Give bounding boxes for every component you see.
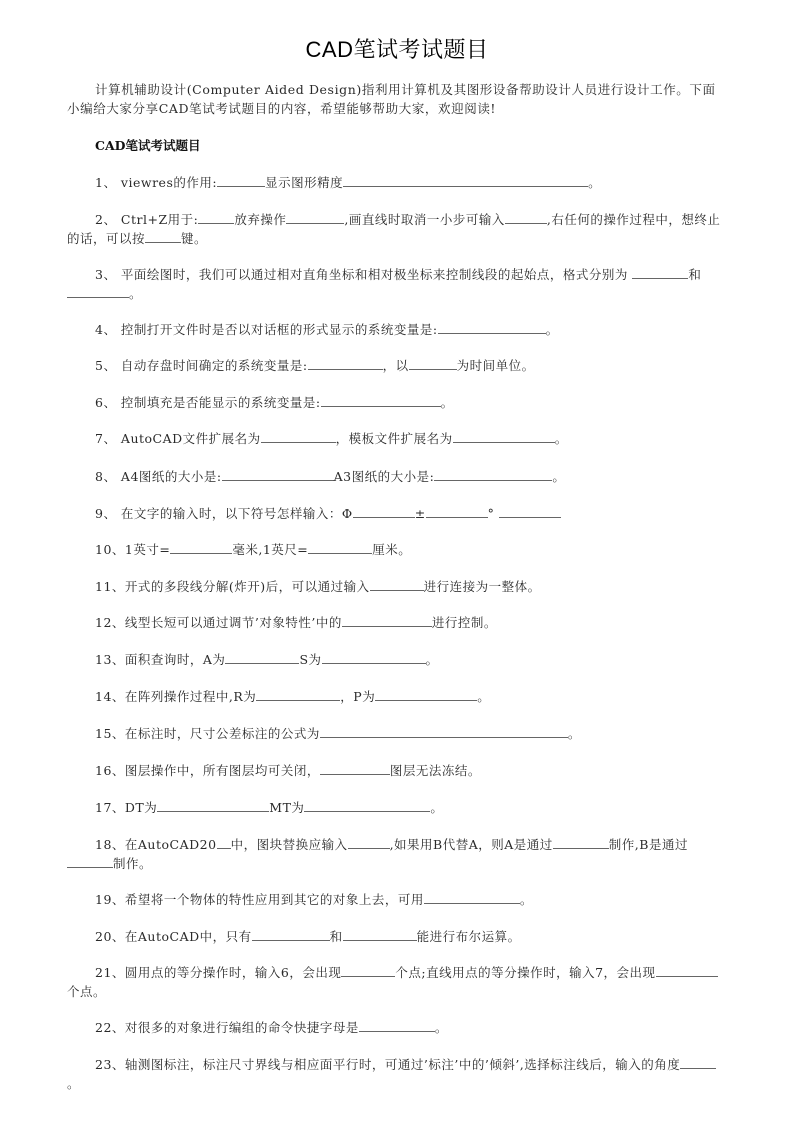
answer-blank — [256, 688, 340, 701]
question-number: 21、 — [95, 965, 125, 980]
answer-blank — [342, 614, 432, 627]
question-text: 。 — [552, 469, 566, 484]
question-number: 18、 — [95, 837, 125, 852]
question-text: ± — [414, 506, 426, 521]
question-text: 在标注时，尺寸公差标注的公式为 — [124, 726, 320, 741]
question-text: 控制打开文件时是否以对话框的形式显示的系统变量是: — [116, 322, 438, 337]
question-number: 20、 — [95, 929, 125, 944]
question-text: 。 — [129, 286, 143, 301]
question-item — [67, 798, 727, 817]
answer-blank — [359, 1019, 435, 1032]
question-text: 进行连接为一整体。 — [423, 579, 541, 594]
question-item — [67, 687, 727, 706]
question-number: 16、 — [95, 763, 125, 778]
question-item — [67, 540, 727, 559]
question-text: AutoCAD文件扩展名为 — [116, 431, 261, 446]
question-number: 12、 — [95, 615, 125, 630]
question-text: A4图纸的大小是: — [116, 469, 222, 484]
answer-blank — [632, 266, 688, 279]
question-text: 能进行布尔运算。 — [416, 929, 521, 944]
question-item — [67, 173, 727, 192]
answer-blank — [656, 964, 718, 977]
answer-blank — [505, 211, 547, 224]
question-text: 面积查询时，A为 — [124, 652, 226, 667]
question-text: 对很多的对象进行编组的命令快捷字母是 — [124, 1020, 359, 1035]
answer-blank — [286, 211, 344, 224]
question-text: 在阵列操作过程中,R为 — [124, 689, 257, 704]
question-text: 自动存盘时间确定的系统变量是: — [116, 358, 308, 373]
question-text: 。 — [425, 652, 439, 667]
question-text: 希望将一个物体的特性应用到其它的对象上去，可用 — [124, 892, 424, 907]
answer-blank — [198, 211, 234, 224]
question-number: 2、 — [95, 212, 117, 227]
answer-blank — [304, 799, 430, 812]
question-number: 17、 — [95, 800, 125, 815]
question-text: 。 — [567, 726, 581, 741]
answer-blank — [67, 855, 113, 868]
question-text: viewres的作用: — [116, 175, 218, 190]
question-text: 键。 — [181, 231, 208, 246]
question-item — [67, 1055, 727, 1093]
answer-blank — [261, 430, 336, 443]
question-number: 4、 — [95, 322, 117, 337]
question-number: 1、 — [95, 175, 117, 190]
answer-blank — [322, 651, 426, 664]
question-text: 制作。 — [113, 856, 153, 871]
answer-blank — [157, 799, 269, 812]
question-text: 。 — [554, 431, 568, 446]
answer-blank — [426, 505, 488, 518]
question-text: 个点;直线用点的等分操作时，输入7，会出现 — [395, 965, 656, 980]
question-text: 1英寸= — [124, 542, 171, 557]
question-text: 。 — [440, 395, 454, 410]
question-text: 中，图块替换应输入 — [230, 837, 348, 852]
answer-blank — [370, 578, 424, 591]
answer-blank — [170, 541, 232, 554]
question-item — [67, 613, 727, 632]
question-text: ,画直线时取消一小步可输入 — [344, 212, 505, 227]
question-item — [67, 761, 727, 780]
question-text: 圆用点的等分操作时，输入6，会出现 — [124, 965, 342, 980]
question-number: 7、 — [95, 431, 117, 446]
intro-paragraph: 计算机辅助设计(Computer Aided Design)指利用计算机及其图形设备帮助设计人员进行设计工作。下面小编给大家分享CAD笔试考试题目的内容，希望能够帮助大家，欢迎阅读! — [67, 82, 716, 116]
question-item — [67, 429, 727, 448]
question-text: ，P为 — [340, 689, 376, 704]
question-text: 。 — [588, 175, 602, 190]
question-number: 13、 — [95, 652, 125, 667]
answer-blank — [252, 928, 330, 941]
question-text: S为 — [299, 652, 322, 667]
answer-blank — [217, 174, 265, 187]
answer-blank — [424, 891, 520, 904]
question-text: 。 — [477, 689, 491, 704]
question-item — [67, 1018, 727, 1037]
question-text: 图层无法冻结。 — [389, 763, 481, 778]
question-item — [67, 265, 727, 303]
question-item — [67, 210, 727, 248]
question-text: 和 — [329, 929, 343, 944]
answer-blank — [341, 964, 395, 977]
answer-blank — [453, 430, 555, 443]
question-text: 进行控制。 — [431, 615, 497, 630]
answer-blank — [343, 174, 588, 187]
question-text: ° — [487, 506, 499, 521]
question-text: 厘米。 — [372, 542, 412, 557]
question-text: ，以 — [382, 358, 409, 373]
question-text: 平面绘图时，我们可以通过相对直角坐标和相对极坐标来控制线段的起始点，格式分别为 — [116, 267, 633, 282]
question-number: 10、 — [95, 542, 125, 557]
answer-blank — [225, 651, 299, 664]
question-text: 。 — [434, 1020, 448, 1035]
question-text: ，模板文件扩展名为 — [335, 431, 453, 446]
answer-blank — [67, 285, 129, 298]
answer-blank — [499, 505, 561, 518]
answer-blank — [438, 321, 546, 334]
question-text: 轴测图标注，标注尺寸界线与相应面平行时，可通过’标注’中的’倾斜’,选择标注线后，输入的角度 — [124, 1057, 681, 1072]
answer-blank — [553, 836, 609, 849]
question-text: MT为 — [269, 800, 305, 815]
question-text: ,右任何的操作过程中，想终止的话，可以按 — [67, 212, 721, 246]
question-text: 为时间单位。 — [456, 358, 535, 373]
question-text: 图层操作中，所有图层均可关闭， — [124, 763, 320, 778]
question-text: Ctrl+Z用于: — [116, 212, 199, 227]
question-text: ,如果用B代替A，则A是通过 — [389, 837, 553, 852]
question-text: A3图纸的大小是: — [333, 469, 435, 484]
question-text: 在AutoCAD20 — [124, 837, 217, 852]
question-item — [67, 724, 727, 743]
question-text: 显示图形精度 — [265, 175, 344, 190]
question-number: 9、 — [95, 506, 117, 521]
answer-blank — [320, 762, 390, 775]
question-text: 开式的多段线分解(炸开)后，可以通过输入 — [124, 579, 370, 594]
question-item — [67, 356, 727, 375]
question-number: 3、 — [95, 267, 117, 282]
question-text: 制作,B是通过 — [608, 837, 688, 852]
answer-blank — [409, 357, 457, 370]
answer-blank — [222, 468, 334, 481]
question-item — [67, 577, 727, 596]
answer-blank — [353, 505, 415, 518]
question-text: DT为 — [124, 800, 158, 815]
section-heading: CAD笔试考试题目 — [95, 138, 201, 153]
question-text: 。 — [430, 800, 444, 815]
page-title: CAD笔试考试题目 — [305, 37, 489, 62]
question-text: 在文字的输入时，以下符号怎样输入：Φ — [116, 506, 353, 521]
question-item — [67, 467, 727, 486]
question-text: 毫米,1英尺= — [232, 542, 309, 557]
question-item — [67, 890, 727, 909]
question-text: 。 — [67, 1076, 81, 1091]
question-number: 23、 — [95, 1057, 125, 1072]
answer-blank — [375, 688, 477, 701]
answer-blank — [145, 230, 181, 243]
question-number: 15、 — [95, 726, 125, 741]
question-number: 8、 — [95, 469, 117, 484]
question-number: 5、 — [95, 358, 117, 373]
answer-blank — [308, 357, 383, 370]
question-number: 14、 — [95, 689, 125, 704]
question-number: 19、 — [95, 892, 125, 907]
question-item — [67, 650, 727, 669]
answer-blank — [348, 836, 390, 849]
question-text: 线型长短可以通过调节’对象特性’中的 — [124, 615, 342, 630]
question-text: 在AutoCAD中，只有 — [124, 929, 252, 944]
question-text: 。 — [519, 892, 533, 907]
question-text: 个点。 — [67, 984, 107, 999]
answer-blank — [321, 394, 441, 407]
question-number: 6、 — [95, 395, 117, 410]
question-text: 。 — [545, 322, 559, 337]
question-text: 控制填充是否能显示的系统变量是: — [116, 395, 321, 410]
question-item — [67, 320, 727, 339]
question-item — [67, 927, 727, 946]
answer-blank — [308, 541, 372, 554]
answer-blank — [680, 1056, 716, 1069]
question-text: 和 — [688, 267, 702, 282]
question-item — [67, 393, 727, 412]
answer-blank — [320, 725, 568, 738]
question-number: 11、 — [95, 579, 125, 594]
question-number: 22、 — [95, 1020, 125, 1035]
answer-blank — [217, 836, 231, 849]
question-item — [67, 504, 727, 523]
question-text: 放弃操作 — [234, 212, 287, 227]
answer-blank — [343, 928, 417, 941]
answer-blank — [434, 468, 552, 481]
question-item — [67, 835, 727, 873]
question-item — [67, 963, 727, 1001]
